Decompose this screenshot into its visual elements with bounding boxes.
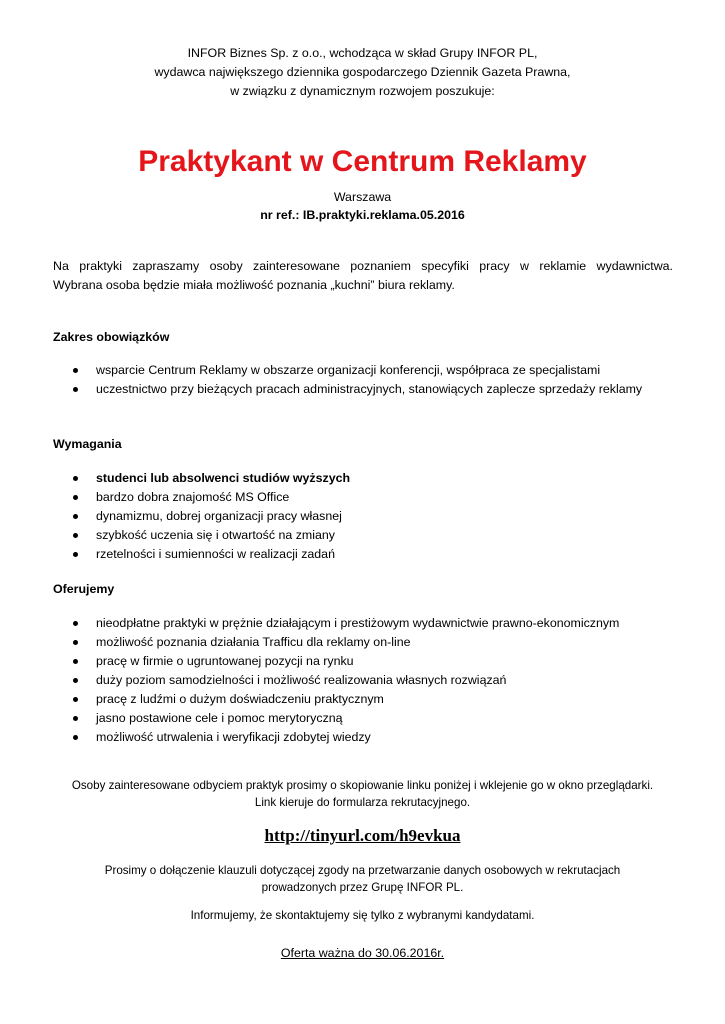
consent-line: prowadzonych przez Grupę INFOR PL.: [261, 881, 464, 894]
offer-heading: Oferujemy: [53, 582, 115, 596]
contact-note: Informujemy, że skontaktujemy się tylko z wybranymi kandydatami.: [190, 909, 535, 922]
intro-line: wydawca największego dziennika gospodarczego Dziennik Gazeta Prawna,: [154, 65, 571, 79]
bullet-icon: [73, 514, 78, 519]
requirements-list: [53, 469, 673, 564]
bullet-icon: [73, 678, 78, 683]
bullet-icon: [73, 533, 78, 538]
list-item: dynamizmu, dobrej organizacji pracy własnej: [53, 507, 673, 526]
bullet-icon: [73, 716, 78, 721]
lead-line: Na praktyki zapraszamy osoby zainteresowane poznaniem specyfiki pracy w reklamie wydawnictwa.: [53, 259, 673, 273]
apply-line: Link kieruje do formularza rekrutacyjnego.: [254, 796, 471, 809]
job-title: Praktykant w Centrum Reklamy: [138, 145, 587, 178]
list-item: pracę z ludźmi o dużym doświadczeniu praktycznym: [53, 690, 673, 709]
consent-line: Prosimy o dołączenie klauzuli dotyczącej zgody na przetwarzanie danych osobowych w rekrutacjach: [104, 864, 621, 877]
apply-line: Osoby zainteresowane odbyciem praktyk prosimy o skopiowanie linku poniżej i wklejenie go w okno przeglądarki.: [71, 779, 654, 792]
bullet-icon: [73, 368, 78, 373]
list-item: wsparcie Centrum Reklamy w obszarze organizacji konferencji, współpraca ze specjalistami: [53, 361, 673, 380]
apply-instructions: [0, 777, 725, 811]
job-lead-paragraph: [53, 257, 673, 295]
recruitment-form-link[interactable]: http://tinyurl.com/h9evkua: [264, 826, 461, 845]
intro-line: w związku z dynamicznym rozwojem poszukuje:: [230, 84, 495, 98]
intro-line: INFOR Biznes Sp. z o.o., wchodząca w skład Grupy INFOR PL,: [187, 46, 538, 60]
bullet-icon: [73, 621, 78, 626]
bullet-icon: [73, 552, 78, 557]
bullet-icon: [73, 476, 78, 481]
list-item: studenci lub absolwenci studiów wyższych: [53, 469, 673, 488]
bullet-icon: [73, 640, 78, 645]
list-item: szybkość uczenia się i otwartość na zmiany: [53, 526, 673, 545]
bullet-icon: [73, 387, 78, 392]
list-item: możliwość poznania działania Trafficu dla reklamy on-line: [53, 633, 673, 652]
list-item: uczestnictwo przy bieżących pracach administracyjnych, stanowiących zaplecze sprzedaży reklamy: [53, 380, 673, 399]
list-item: nieodpłatne praktyki w prężnie działającym i prestiżowym wydawnictwie prawno-ekonomicznym: [53, 614, 673, 633]
list-item: jasno postawione cele i pomoc merytoryczną: [53, 709, 673, 728]
offer-list: [53, 614, 673, 747]
bullet-icon: [73, 495, 78, 500]
list-item: możliwość utrwalenia i weryfikacji zdobytej wiedzy: [53, 728, 673, 747]
company-intro: [0, 44, 725, 101]
bullet-icon: [73, 659, 78, 664]
list-item: pracę w firmie o ugruntowanej pozycji na rynku: [53, 652, 673, 671]
offer-validity: Oferta ważna do 30.06.2016r.: [280, 946, 445, 960]
job-location: Warszawa: [333, 190, 392, 204]
requirements-heading: Wymagania: [53, 437, 122, 451]
list-item: duży poziom samodzielności i możliwość realizowania własnych rozwiązań: [53, 671, 673, 690]
consent-note: [0, 862, 725, 896]
responsibilities-heading: Zakres obowiązków: [53, 330, 170, 344]
responsibilities-list: [53, 361, 673, 399]
list-item: bardzo dobra znajomość MS Office: [53, 488, 673, 507]
bullet-icon: [73, 697, 78, 702]
list-item: rzetelności i sumienności w realizacji zadań: [53, 545, 673, 564]
job-reference: nr ref.: IB.praktyki.reklama.05.2016: [260, 208, 465, 222]
bullet-icon: [73, 735, 78, 740]
lead-line: Wybrana osoba będzie miała możliwość poznania „kuchni” biura reklamy.: [53, 278, 455, 292]
